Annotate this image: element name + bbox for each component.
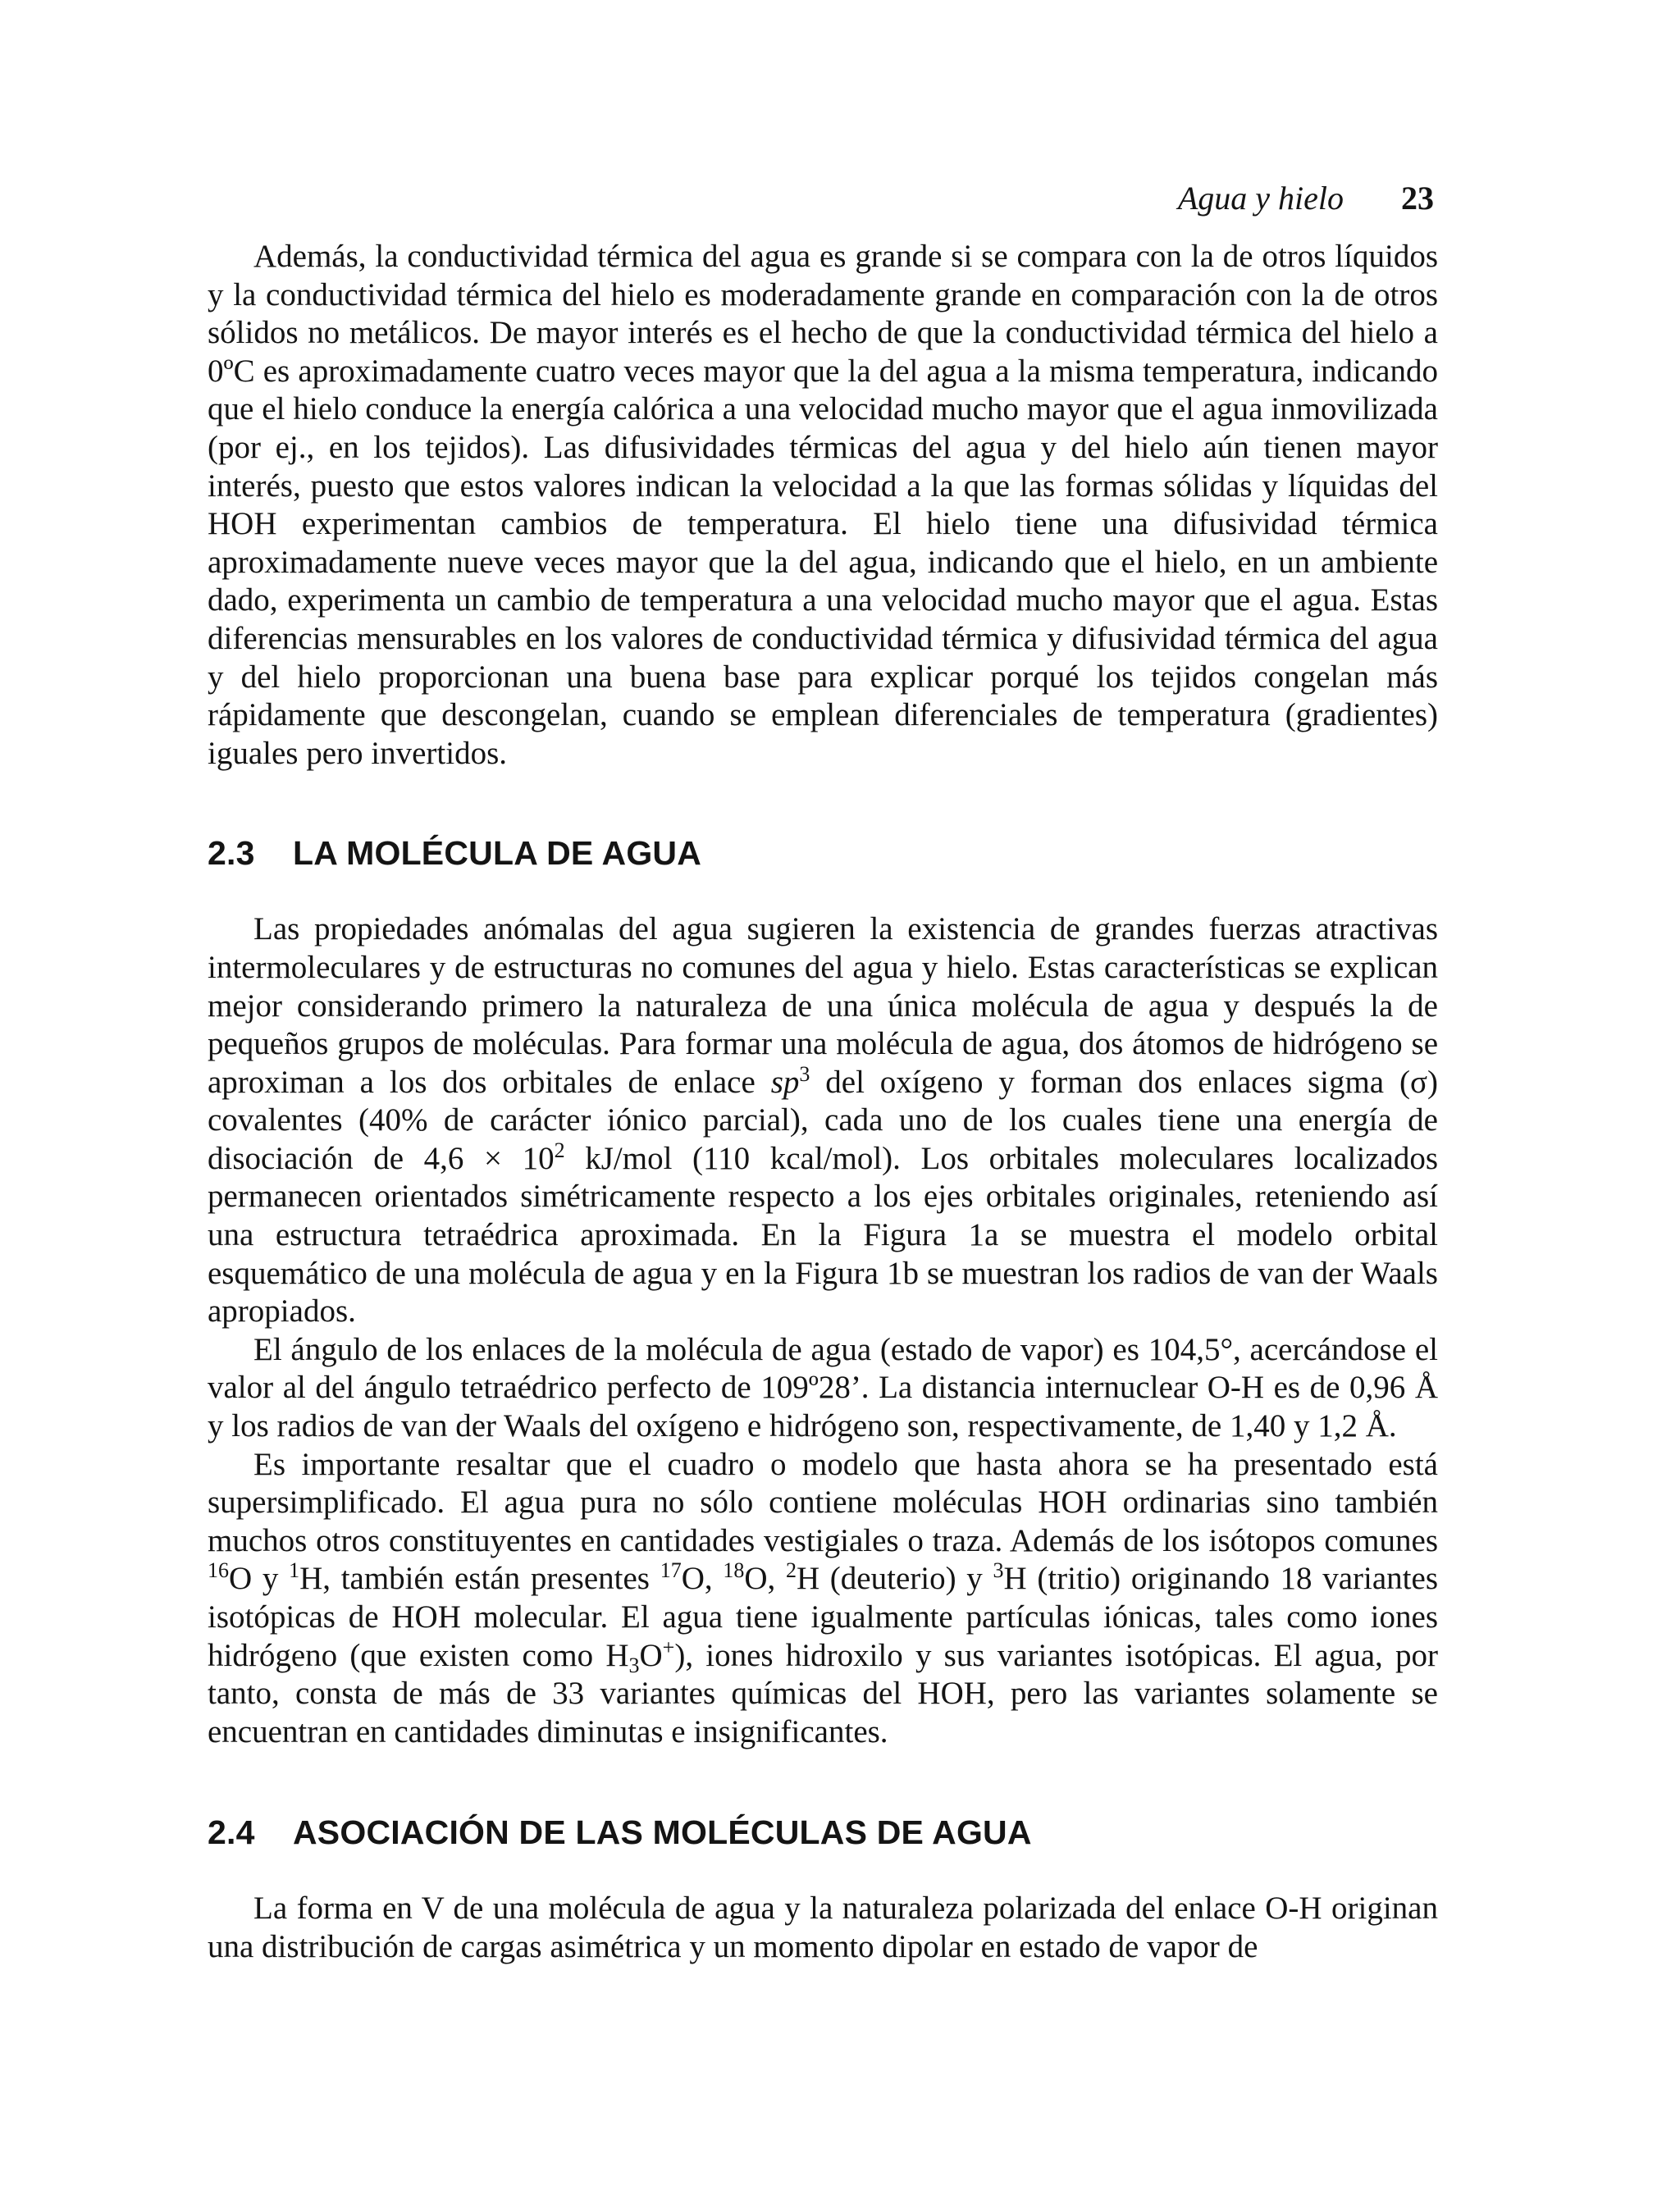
page-body [208,238,1438,1967]
superscript: + [662,1635,675,1659]
subscript: 3 [628,1653,640,1677]
text-run: kJ/mol (110 kcal/mol). Los orbitales moleculares localizados permanecen orientados simétricamente respecto a los ejes orbitales originales, reteniendo así una estructura tetraédrica aproximada. En la Figura 1a se muestra el modelo orbital esquemático de una molécula de agua y en la Figura 1b se muestran los radios de van der Waals apropiados. [208,1140,1438,1330]
superscript: 2 [785,1558,797,1583]
text-run: H (tritio) originando 18 variantes isotópicas de HOH molecular. El agua tiene igualmente partículas iónicas, tales como iones hidrógeno (que existen como H [208,1561,1439,1673]
section-title: ASOCIACIÓN DE LAS MOLÉCULAS DE AGUA [293,1813,1032,1852]
section-title: LA MOLÉCULA DE AGUA [293,834,702,873]
text-run: O [639,1637,663,1673]
paragraph-bond-angle: El ángulo de los enlaces de la molécula de agua (estado de vapor) es 104,5°, acercándose el valor al del ángulo tetraédrico perfecto de 109º28’. La distancia internuclear O-H es de 0,96 Å y los radios de van der Waals del oxígeno e hidrógeno son, respectivamente, de 1,40 y 1,2 Å. [208,1331,1438,1444]
superscript: 2 [554,1138,565,1162]
section-heading-2-3 [208,834,1438,872]
section-heading-2-4 [208,1813,1438,1851]
paragraph-isotopes [208,1446,1438,1752]
section-number: 2.3 [208,834,255,873]
paragraph-water-molecule [208,910,1438,1331]
text-run: O, [744,1561,786,1597]
italic-term: sp [770,1064,800,1100]
text-run: ), iones hidroxilo y sus variantes isotópicas. El agua, por tanto, consta de más de 33 variantes químicas del HOH, pero las variantes solamente se encuentran en cantidades diminutas e insignificantes. [208,1637,1438,1749]
superscript: 3 [993,1558,1004,1583]
text-run: H (deuterio) y [796,1561,993,1597]
section-number: 2.4 [208,1813,255,1852]
paragraph-thermal-conductivity: Además, la conductividad térmica del agua es grande si se compara con la de otros líquidos y la conductividad térmica del hielo es moderadamente grande en comparación con la de otros sólidos no metálicos. De mayor interés es el hecho de que la conductividad térmica del hielo a 0ºC es aproximadamente cuatro veces mayor que la del agua a la misma temperatura, indicando que el hielo conduce la energía calórica a una velocidad mucho mayor que el agua inmovilizada (por ej., en los tejidos). Las difusividades térmicas del agua y del hielo aún tienen mayor interés, puesto que estos valores indican la velocidad a la que las formas sólidas y líquidas del HOH experimentan cambios de temperatura. El hielo tiene una difusividad térmica aproximadamente nueve veces mayor que la del agua, indicando que el hielo, en un ambiente dado, experimenta un cambio de temperatura a una velocidad mucho mayor que el agua. Estas diferencias mensurables en los valores de conductividad térmica y difusividad térmica del agua y del hielo proporcionan una buena base para explicar porqué los tejidos congelan más rápidamente que descongelan, cuando se emplean diferenciales de temperatura (gradientes) iguales pero invertidos. [208,239,1438,771]
text-run: O, [681,1561,724,1597]
page-number: 23 [1401,180,1434,217]
text-run: del oxígeno y forman dos enlaces sigma (σ) covalentes (40% de carácter iónico parcial), cada uno de los cuales tiene una energía de disociación de 4,6 × 10 [208,1064,1438,1176]
text-run: H, también están presentes [299,1561,660,1597]
running-header [1066,182,1434,215]
superscript: 3 [799,1061,810,1086]
superscript: 18 [723,1558,745,1583]
superscript: 1 [289,1558,300,1583]
superscript: 17 [660,1558,682,1583]
paragraph-association: La forma en V de una molécula de agua y la naturaleza polarizada del enlace O-H originan una distribución de cargas asimétrica y un momento dipolar en estado de vapor de [208,1891,1438,1964]
running-title: Agua y hielo [1177,180,1344,217]
text-run: Las propiedades anómalas del agua sugieren la existencia de grandes fuerzas atractivas intermoleculares y de estructuras no comunes del agua y hielo. Estas características se explican mejor considerando primero la naturaleza de una única molécula de agua y después la de pequeños grupos de moléculas. Para formar una molécula de agua, dos átomos de hidrógeno se aproximan a los dos orbitales de enlace [208,911,1438,1100]
text-run: Es importante resaltar que el cuadro o modelo que hasta ahora se ha presentado está supersimplificado. El agua pura no sólo contiene moléculas HOH ordinarias sino también muchos otros constituyentes en cantidades vestigiales o traza. Además de los isótopos comunes [208,1446,1438,1558]
superscript: 16 [208,1558,229,1583]
text-run: O y [229,1561,290,1597]
